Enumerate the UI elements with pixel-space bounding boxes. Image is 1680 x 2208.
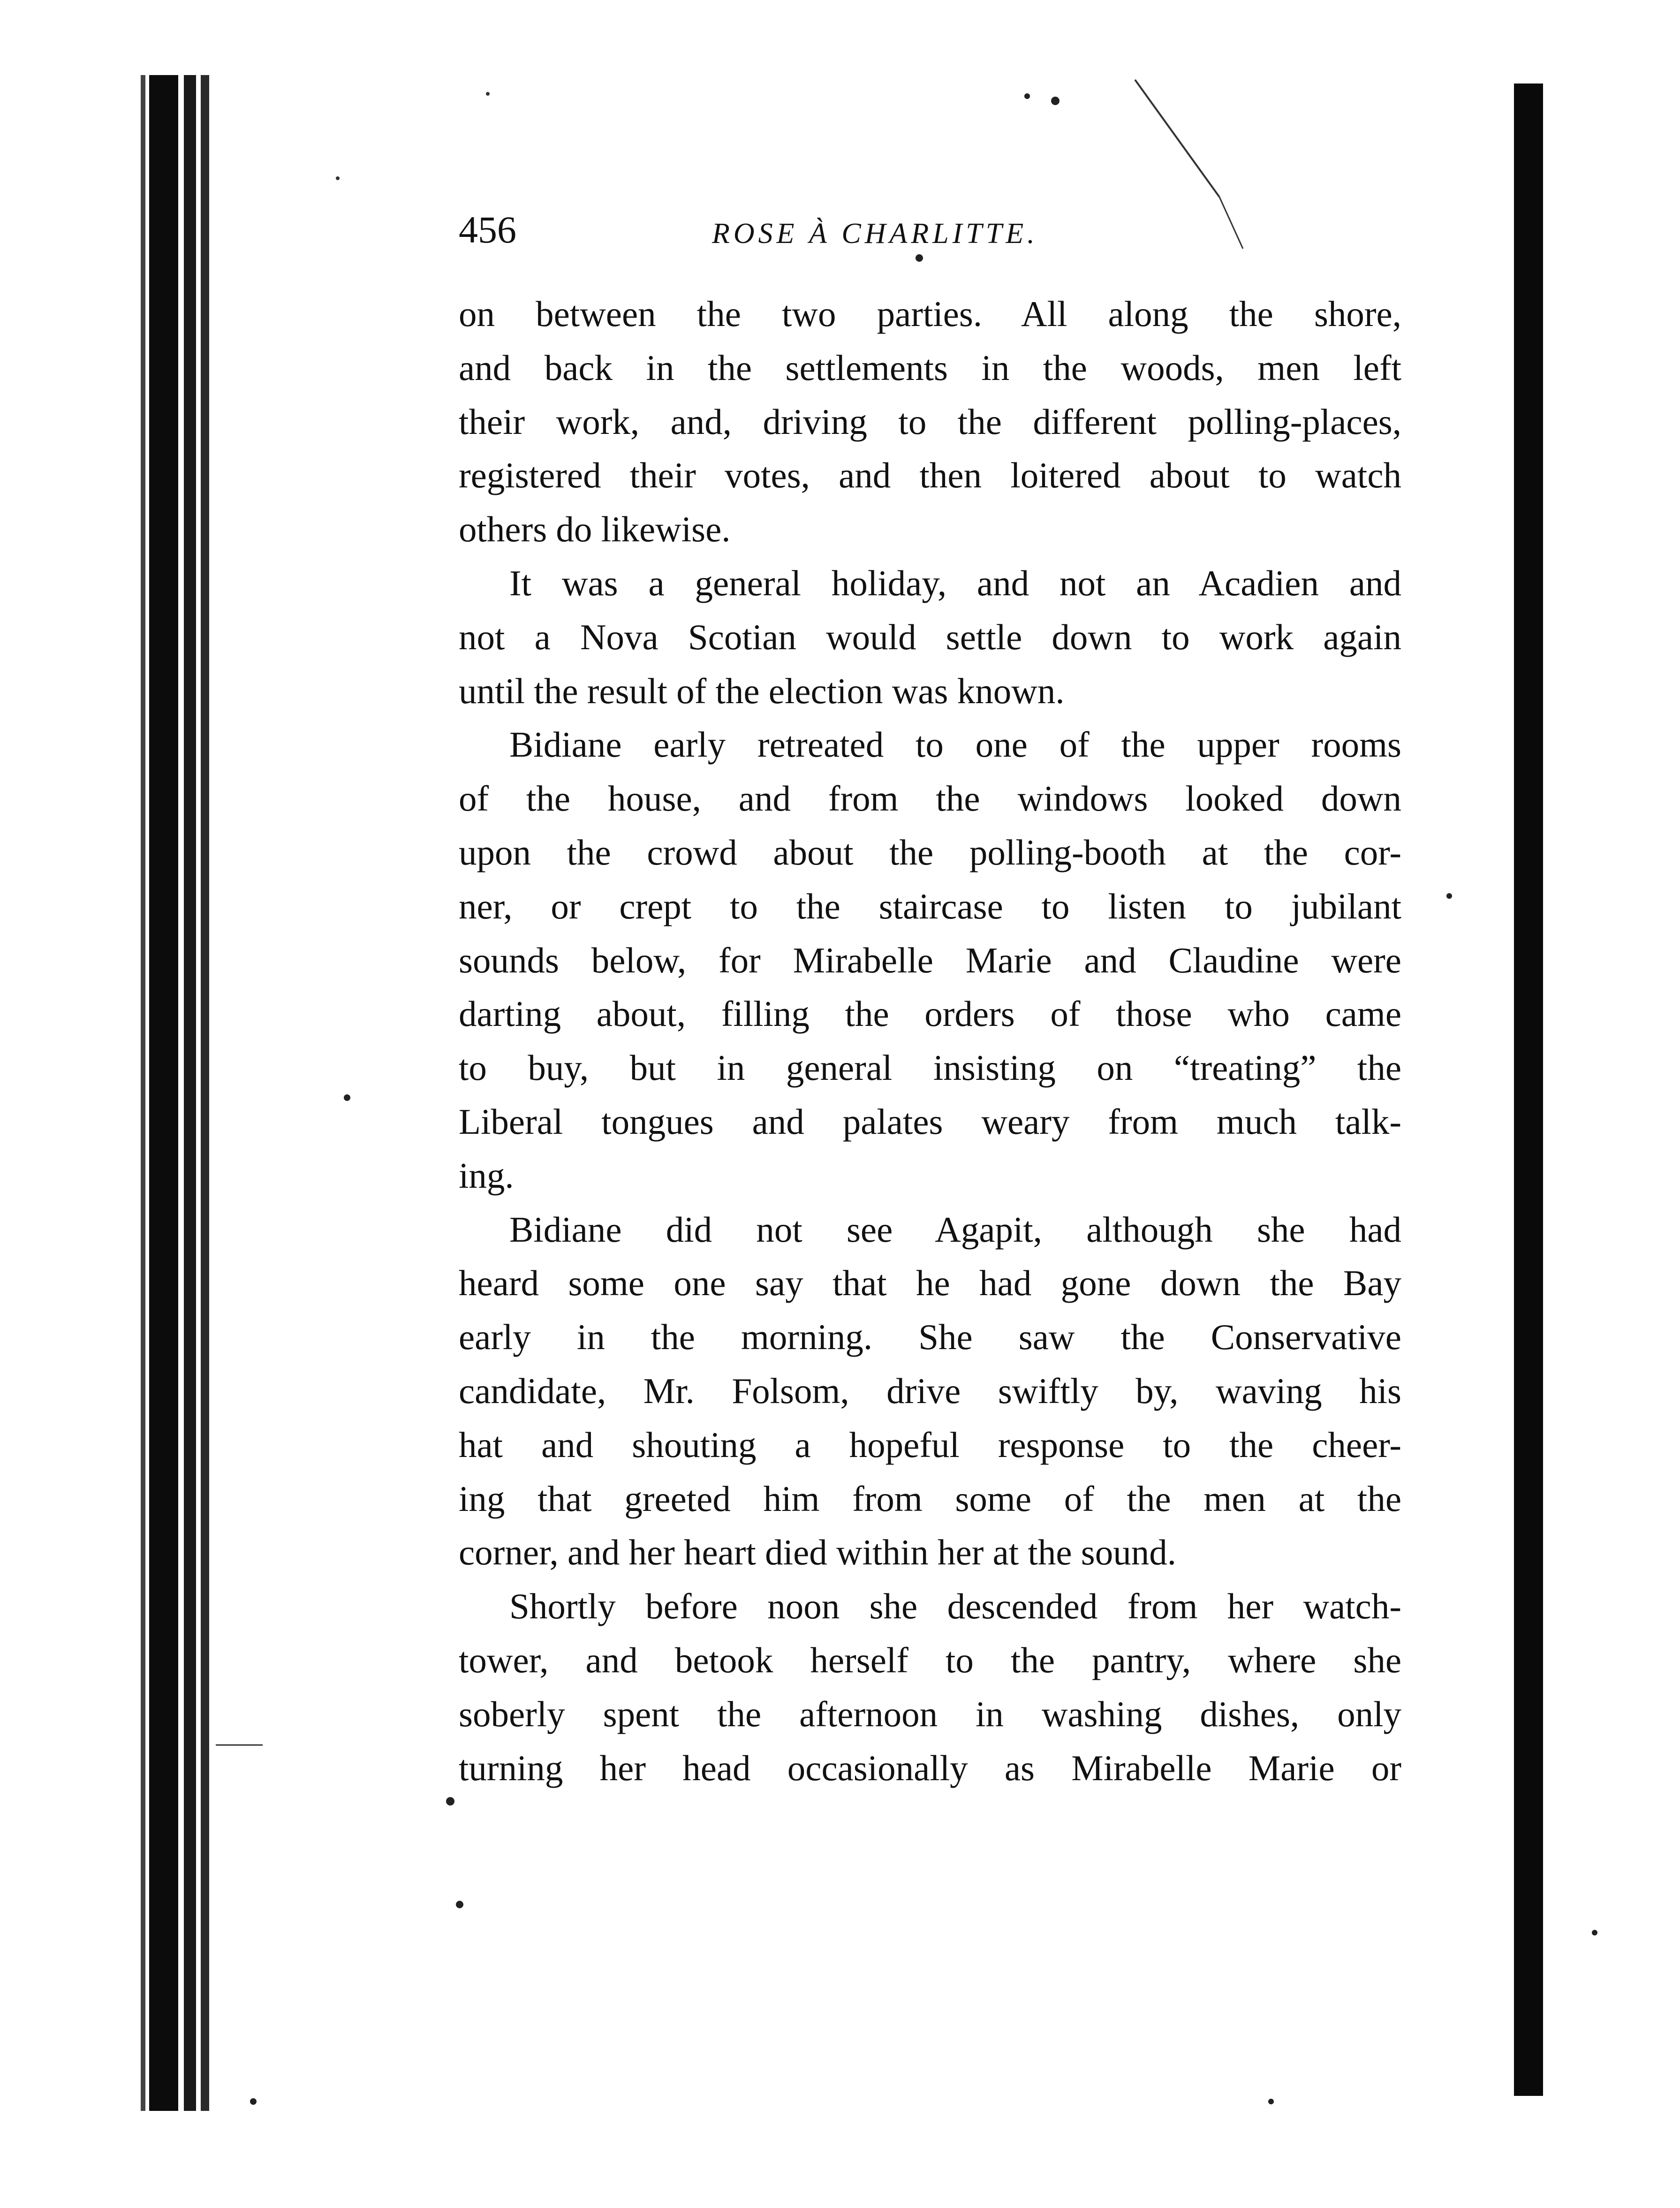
text-line: ing that greeted him from some of the men at the (459, 1478, 1401, 1519)
scan-speck (446, 1797, 454, 1806)
paragraph (459, 556, 1401, 718)
text-line: registered their votes, and then loitered about to watch (459, 455, 1401, 496)
text-line: on between the two parties. All along the shore, (459, 294, 1401, 334)
body-text (459, 287, 1401, 1795)
paragraph (459, 1203, 1401, 1580)
text-line: heard some one say that he had gone down the Bay (459, 1263, 1401, 1304)
running-header (459, 206, 1406, 258)
text-line: their work, and, driving to the different polling-places, (459, 401, 1401, 442)
scan-speck (456, 1901, 463, 1908)
text-line: early in the morning. She saw the Conservative (459, 1317, 1401, 1358)
text-line: until the result of the election was known. (459, 670, 1065, 711)
scan-speck (344, 1094, 350, 1101)
scan-scratch (1135, 80, 1219, 197)
text-line: It was a general holiday, and not an Acadien and (509, 562, 1401, 603)
scan-speck (1446, 893, 1452, 899)
scan-speck (1024, 93, 1030, 99)
scan-speck (1051, 97, 1059, 105)
scan-speck (1592, 1930, 1597, 1935)
text-line: hat and shouting a hopeful response to the cheer- (459, 1424, 1401, 1465)
text-line: ing. (459, 1155, 514, 1196)
text-line: to buy, but in general insisting on “treating” the (459, 1047, 1401, 1088)
text-line: not a Nova Scotian would settle down to work again (459, 616, 1401, 657)
text-line: turning her head occasionally as Mirabelle Marie or (459, 1747, 1401, 1788)
paragraph (459, 287, 1401, 556)
paragraph (459, 718, 1401, 1202)
text-line: darting about, filling the orders of those who came (459, 994, 1401, 1034)
text-line: candidate, Mr. Folsom, drive swiftly by, waving his (459, 1370, 1401, 1411)
text-line: soberly spent the afternoon in washing dishes, only (459, 1693, 1401, 1734)
paragraph (459, 1579, 1401, 1795)
text-line: sounds below, for Mirabelle Marie and Claudine were (459, 940, 1401, 980)
scan-speck (1268, 2099, 1274, 2104)
text-line: Bidiane early retreated to one of the upper rooms (509, 724, 1401, 765)
scan-speck (486, 92, 490, 96)
text-line: upon the crowd about the polling-booth at the cor- (459, 832, 1401, 873)
scan-speck (336, 176, 340, 180)
text-line: Bidiane did not see Agapit, although she had (509, 1209, 1401, 1250)
text-line: tower, and betook herself to the pantry, where she (459, 1639, 1401, 1680)
text-line: and back in the settlements in the woods, men left (459, 347, 1401, 388)
text-line: others do likewise. (459, 509, 731, 550)
text-line: corner, and her heart died within her at the sound. (459, 1532, 1176, 1573)
text-line: Liberal tongues and palates weary from much talk- (459, 1101, 1401, 1142)
scan-speck (250, 2098, 257, 2105)
text-line: ner, or crept to the staircase to listen to jubilant (459, 886, 1401, 926)
text-line: Shortly before noon she descended from her watch- (509, 1586, 1401, 1627)
running-title: ROSE À CHARLITTE. (712, 218, 1038, 250)
page-number: 456 (459, 208, 516, 251)
text-line: of the house, and from the windows looked down (459, 778, 1401, 819)
